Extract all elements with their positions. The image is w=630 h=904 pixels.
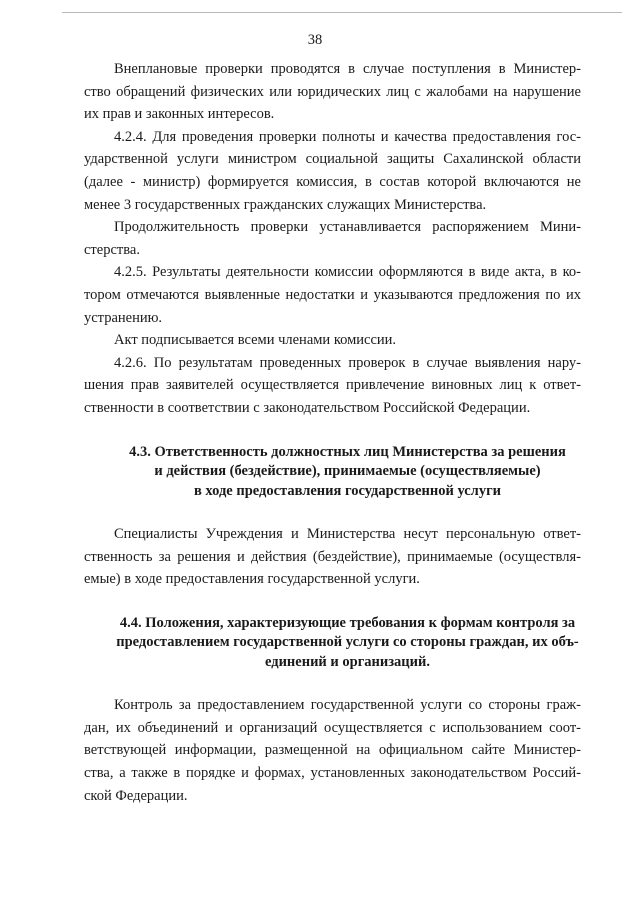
text-line: 4.2.4. Для проведения проверки полноты и качества предоставления гос- bbox=[114, 128, 581, 145]
heading-line: единений и организаций. bbox=[264, 653, 430, 670]
text-line: тором отмечаются выявленные недостатки и указываются предложения по их bbox=[84, 286, 581, 303]
text-line: ственности в соответствии с законодательством Российской Федерации. bbox=[84, 399, 531, 416]
text-line: ударственной услуги министром социальной защиты Сахалинской области bbox=[84, 151, 581, 168]
heading-line: 4.4. Положения, характеризующие требования к формам контроля за bbox=[119, 614, 576, 631]
text-line: менее 3 государственных гражданских служащих Министерства. bbox=[84, 196, 487, 213]
paragraph bbox=[114, 329, 581, 352]
text-line: Акт подписывается всеми членами комиссии. bbox=[114, 332, 397, 349]
paragraph bbox=[84, 58, 581, 126]
scan-edge-line bbox=[62, 12, 622, 13]
paragraph bbox=[84, 126, 581, 216]
heading-line: 4.3. Ответственность должностных лиц Министерства за решения bbox=[129, 443, 566, 460]
text-line: (далее - министр) формируется комиссия, в состав которой включаются не bbox=[84, 173, 581, 190]
section-heading bbox=[100, 614, 595, 673]
section-spacing bbox=[114, 672, 581, 694]
section-spacing bbox=[114, 591, 581, 614]
text-line: ветствующей информации, размещенной на официальном сайте Министер- bbox=[84, 742, 581, 759]
text-line: ство обращений физических или юридических лиц с жалобами на нарушение bbox=[84, 83, 581, 100]
text-line: 4.2.6. По результатам проведенных проверок в случае выявления нару- bbox=[114, 354, 581, 371]
text-line: стерства. bbox=[84, 241, 140, 258]
text-line: ственность за решения и действия (бездействие), принимаемые (осуществля- bbox=[84, 548, 581, 565]
text-line: Специалисты Учреждения и Министерства несут персональную ответ- bbox=[114, 526, 581, 542]
paragraph bbox=[84, 694, 581, 807]
text-line: дан, их объединений и организаций осуществляется с использованием соот- bbox=[84, 719, 581, 736]
page-number: 38 bbox=[307, 32, 323, 48]
text-line: ства, а также в порядке и формах, установленных законодательством Россий- bbox=[84, 765, 581, 782]
text-line: Контроль за предоставлением государственной услуги со стороны граж- bbox=[114, 697, 581, 714]
text-line: ской Федерации. bbox=[84, 787, 188, 804]
paragraph bbox=[84, 523, 581, 591]
text-line: устранению. bbox=[84, 309, 163, 326]
text-line: их прав и законных интересов. bbox=[84, 106, 275, 123]
section-heading bbox=[100, 443, 595, 502]
text-line: емые) в ходе предоставления государственной услуги. bbox=[84, 571, 420, 588]
text-line: Продолжительность проверки устанавливается распоряжением Мини- bbox=[114, 219, 581, 236]
section-spacing bbox=[114, 501, 581, 523]
document-body bbox=[84, 58, 581, 807]
heading-line: предоставлением государственной услуги со стороны граждан, их объ- bbox=[116, 634, 579, 651]
paragraph bbox=[84, 216, 581, 261]
text-line: Внеплановые проверки проводятся в случае поступления в Министер- bbox=[114, 61, 581, 77]
paragraph bbox=[84, 352, 581, 420]
heading-line: и действия (бездействие), принимаемые (осуществляемые) bbox=[154, 463, 541, 479]
section-spacing bbox=[114, 420, 581, 443]
text-line: 4.2.5. Результаты деятельности комиссии оформляются в виде акта, в ко- bbox=[114, 264, 581, 281]
text-line: шения прав заявителей осуществляется привлечение виновных лиц к ответ- bbox=[84, 377, 581, 394]
paragraph bbox=[84, 261, 581, 329]
heading-line: в ходе предоставления государственной услуги bbox=[193, 482, 502, 499]
